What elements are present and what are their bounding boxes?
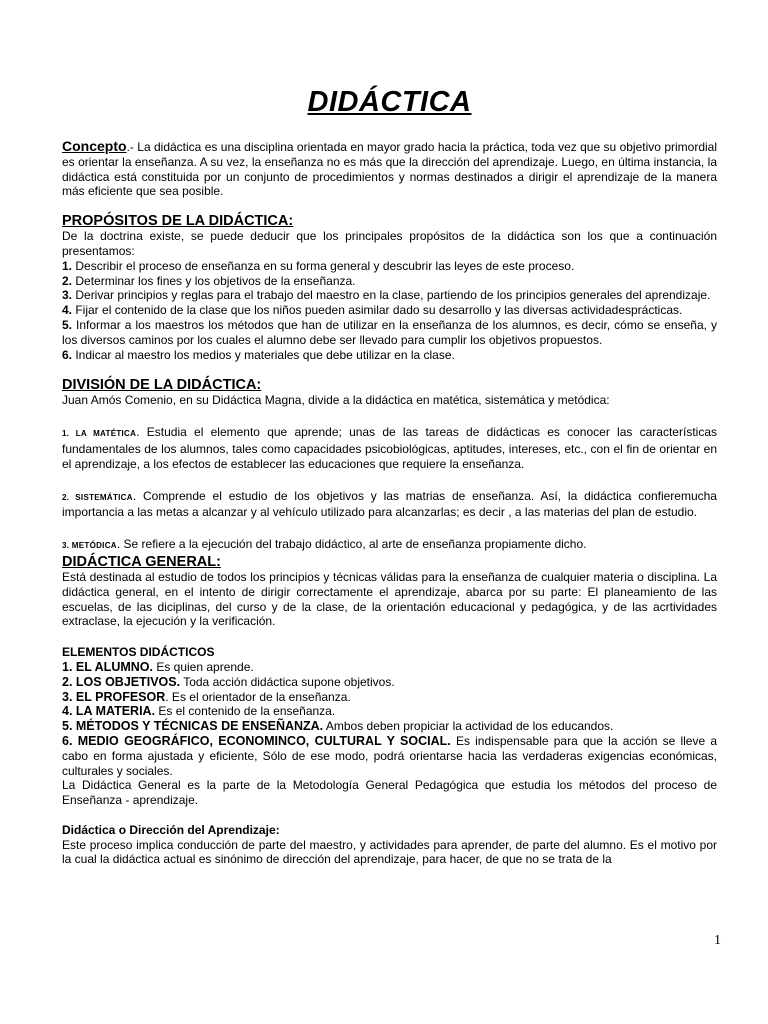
division-intro: Juan Amós Comenio, en su Didáctica Magna, divide a la didáctica en matética, sistemática y metódica:: [62, 393, 610, 408]
division-text: . Se refiere a la ejecución del trabajo didáctico, al arte de enseñanza propiamente dicho.: [116, 537, 587, 552]
proposito-item-2: [62, 274, 717, 289]
document-body: [62, 139, 717, 867]
elementos-heading: ELEMENTOS DIDÁCTICOS: [62, 645, 215, 660]
proposito-text: Describir el proceso de enseñanza en su forma general y descubrir las leyes de este proceso.: [72, 258, 575, 273]
document-title: DIDÁCTICA: [307, 86, 472, 118]
elemento-item-2: [62, 675, 717, 690]
elemento-text: Es indispensable para que la acción se lleve a cabo en forma ajustada y eficiente, Sólo de ese modo, podrá orientarse hacia las verdaderas exigencias económicas, culturales y sociales.: [62, 733, 717, 778]
general-heading: DIDÁCTICA GENERAL:: [62, 553, 221, 570]
division-item-sistematica: [62, 489, 717, 521]
elemento-item-3: [62, 690, 717, 705]
elemento-item-5: [62, 719, 717, 734]
proposito-number: 6.: [62, 347, 73, 362]
elemento-label: 5. MÉTODOS Y TÉCNICAS DE ENSEÑANZA.: [62, 719, 324, 734]
proposito-item-6: [62, 348, 717, 363]
elemento-label: 4. LA MATERIA.: [62, 704, 156, 719]
elemento-label: 6. MEDIO GEOGRÁFICO, ECONOMINCO, CULTURAL Y SOCIAL.: [62, 733, 451, 748]
division-label: 1. LA MATÉTICA: [62, 429, 137, 439]
proposito-text: Determinar los fines y los objetivos de la enseñanza.: [72, 273, 356, 288]
elemento-text: Ambos deben propiciar la actividad de los educandos.: [323, 719, 614, 734]
division-text: . Estudia el elemento que aprende; unas de las tareas de didácticas es conocer las característiсas fundamentales de los alumnos, tales como capacidades psicobiológicas, aptitudes, intereses, etc., con el fin de orientar en el aprendizaje, a los efectos de establecer las educaciones que requiere la enseñanza.: [62, 425, 717, 471]
concepto-paragraph: [62, 139, 717, 199]
propositos-intro: De la doctrina existe, se puede deducir que los principales propósitos de la didáctica son los que a continuación presentamos:: [62, 229, 717, 258]
elemento-label: 2. LOS OBJETIVOS.: [62, 674, 181, 689]
elemento-label: 1. EL ALUMNO.: [62, 659, 153, 674]
division-heading: DIVISIÓN DE LA DIDÁCTICA:: [62, 377, 262, 394]
proposito-item-5: [62, 318, 717, 348]
elemento-text: Es el contenido de la enseñanza.: [155, 704, 336, 719]
division-item-metodica: [62, 537, 717, 554]
proposito-number: 2.: [62, 273, 73, 288]
proposito-item-4: [62, 303, 717, 318]
elemento-item-6: [62, 734, 717, 778]
concepto-label: Concepto: [62, 138, 127, 154]
proposito-number: 5.: [62, 317, 73, 332]
direccion-text: Este proceso implica conducción de parte del maestro, y actividades para aprender, de parte del alumno. Es el motivo por la cual la didáctica actual es sinónimo de dirección del aprendizaje, para hacer, de que no se trata de la: [62, 837, 717, 867]
direccion-heading: Didáctica o Dirección del Aprendizaje:: [62, 822, 280, 837]
elemento-text: . Es el orientador de la enseñanza.: [165, 689, 351, 704]
elemento-label: 3. EL PROFESOR: [62, 689, 166, 704]
elementos-closing: La Didáctica General es la parte de la Metodología General Pedagógica que estudia los métodos del proceso de Enseñanza - aprendizaje.: [62, 778, 717, 808]
elemento-text: Toda acción didáctica supone objetivos.: [180, 674, 395, 689]
division-item-matetica: [62, 425, 717, 471]
proposito-number: 1.: [62, 258, 73, 273]
proposito-number: 3.: [62, 288, 73, 303]
elemento-item-4: [62, 704, 717, 719]
division-text: . Comprende el estudio de los objetivos y las matrias de enseñanza. Así, la didáctica confieremucha importancia a las metas a alcanzar y al vehículo utilizado para alcanzarlas; es decir , a las materias del plan de estudio.: [62, 488, 717, 520]
concepto-text: .- La didáctica es una disciplina orientada en mayor grado hacia la práctica, toda vez que su objetivo primordial es orientar la enseñanza. A su vez, la enseñanza no es más que la dirección del aprendizaje. Luego, en última instancia, la didáctica está constituida por un conjunto de procedimientos y normas destinados a dirigir el aprendizaje de la manera más eficiente que sea posible.: [62, 140, 717, 199]
elemento-item-1: [62, 660, 717, 675]
division-label: 3. METÓDICA: [62, 541, 117, 551]
proposito-text: Fijar el contenido de la clase que los niños pueden asimilar dado su desarrollo y las diversas actividadesprácticas.: [72, 303, 683, 318]
page-number: 1: [714, 933, 721, 948]
division-label: 2. SISTEMÁTICA: [62, 492, 133, 502]
proposito-text: Informar a los maestros los métodos que han de utilizar en la enseñanza de los alumnos, es decir, cómo se enseña, y los diversos caminos por los cuales el alumno debe ser llevado para cumplir los objetivos propuestos.: [62, 317, 717, 347]
elemento-text: Es quien aprende.: [152, 659, 254, 674]
proposito-item-3: [62, 288, 717, 303]
general-text: Está destinada al estudio de todos los principios y técnicas válidas para la enseñanza de cualquier materia o disciplina. La didáctica general, en el intento de dirigir correctamente el aprendizaje, abarca por su parte: El planeamiento de las escuelas, de las diciplinas, del curso y de la clase, de la orientación educacional y pedagógica, y de las acrtividades extraclase, la ejecución y la verificación.: [62, 569, 717, 629]
proposito-number: 4.: [62, 303, 73, 318]
proposito-text: Indicar al maestro los medios y materiales que debe utilizar en la clase.: [72, 347, 455, 362]
proposito-text: Derivar principios y reglas para el trabajo del maestro en la clase, partiendo de los principios generales del aprendizaje.: [72, 288, 711, 303]
propositos-heading: PROPÓSITOS DE LA DIDÁCTICA:: [62, 213, 294, 230]
proposito-item-1: [62, 259, 717, 274]
